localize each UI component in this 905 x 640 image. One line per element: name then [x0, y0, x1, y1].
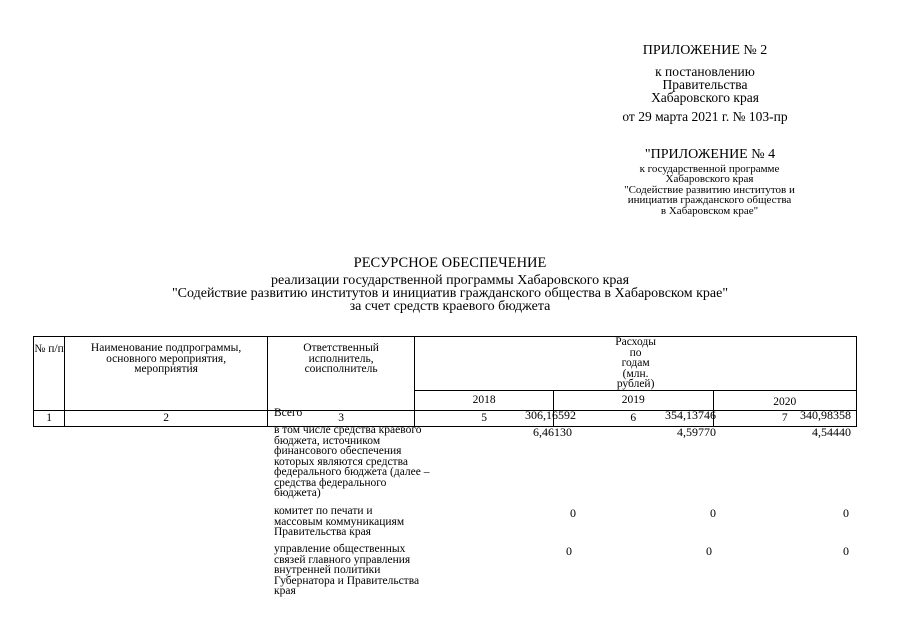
column-number: 5 — [415, 410, 554, 426]
appendix-2-line: Правительства — [662, 77, 748, 92]
row-value: 0 — [710, 506, 716, 520]
row-value: 6,46130 — [533, 425, 572, 439]
header-executor: Ответственный исполнитель, соисполнитель — [267, 337, 414, 411]
row-value: 4,54440 — [812, 425, 851, 439]
appendix-2-title: ПРИЛОЖЕНИЕ № 2 — [642, 43, 768, 58]
resource-table — [33, 336, 857, 427]
appendix-4-line: инициатив гражданского общества — [627, 194, 792, 207]
row-value: 0 — [706, 544, 712, 558]
row-value: 0 — [566, 544, 572, 558]
column-number: 6 — [554, 410, 713, 426]
row-label: Всего — [274, 407, 303, 419]
row-label: управление общественных связей главного управления внутренней политики Губернатора и Правительства края — [274, 543, 420, 597]
column-number: 1 — [34, 410, 65, 426]
header-name: Наименование подпрограммы, основного мероприятия, мероприятия — [65, 337, 268, 411]
document-subtitle — [140, 274, 760, 313]
column-number-row — [34, 410, 857, 426]
appendix-2-line: Хабаровского края — [651, 90, 759, 105]
document-subtitle-line: "Содействие развитию институтов и инициатив гражданского общества в Хабаровском крае" — [171, 286, 729, 301]
document-subtitle-line: за счет средств краевого бюджета — [349, 299, 551, 314]
document-subtitle-line: реализации государственной программы Хабаровского края — [270, 273, 630, 288]
header-num: № п/п — [34, 337, 65, 411]
column-number: 3 — [267, 410, 414, 426]
row-value: 340,98358 — [800, 408, 851, 422]
appendix-2-line: к постановлению — [655, 64, 755, 79]
row-value: 4,59770 — [677, 425, 716, 439]
header-expenses: Расходы по годам (млн. рублей) — [415, 337, 857, 391]
row-value: 0 — [570, 506, 576, 520]
row-value: 0 — [843, 506, 849, 520]
appendix-2-date: от 29 марта 2021 г. № 103-пр — [622, 109, 788, 124]
appendix-4-line: в Хабаровском крае" — [660, 204, 759, 217]
column-number: 2 — [65, 410, 268, 426]
row-label: комитет по печати и массовым коммуникациям Правительства края — [274, 505, 405, 538]
appendix-4-line: к государственной программе — [639, 163, 780, 175]
appendix-4-line: "Содействие развитию институтов и — [624, 183, 795, 196]
row-value: 306,16592 — [525, 408, 576, 422]
row-value: 0 — [843, 544, 849, 558]
header-year: 2018 — [415, 390, 554, 410]
appendix-4-text — [597, 164, 822, 216]
row-label: в том числе средства краевого бюджета, источником финансового обеспечения которых являются средства федерального бюджета (далее – средства федерального бюджета) — [274, 424, 430, 499]
document-title: РЕСУРСНОЕ ОБЕСПЕЧЕНИЕ — [353, 255, 547, 271]
column-number: 7 — [713, 410, 857, 426]
header-year: 2020 — [713, 390, 857, 410]
row-value: 354,13746 — [665, 408, 716, 422]
header-year: 2019 — [554, 390, 713, 410]
appendix-4-line: Хабаровского края — [665, 173, 754, 186]
appendix-4-title: "ПРИЛОЖЕНИЕ № 4 — [644, 147, 776, 162]
